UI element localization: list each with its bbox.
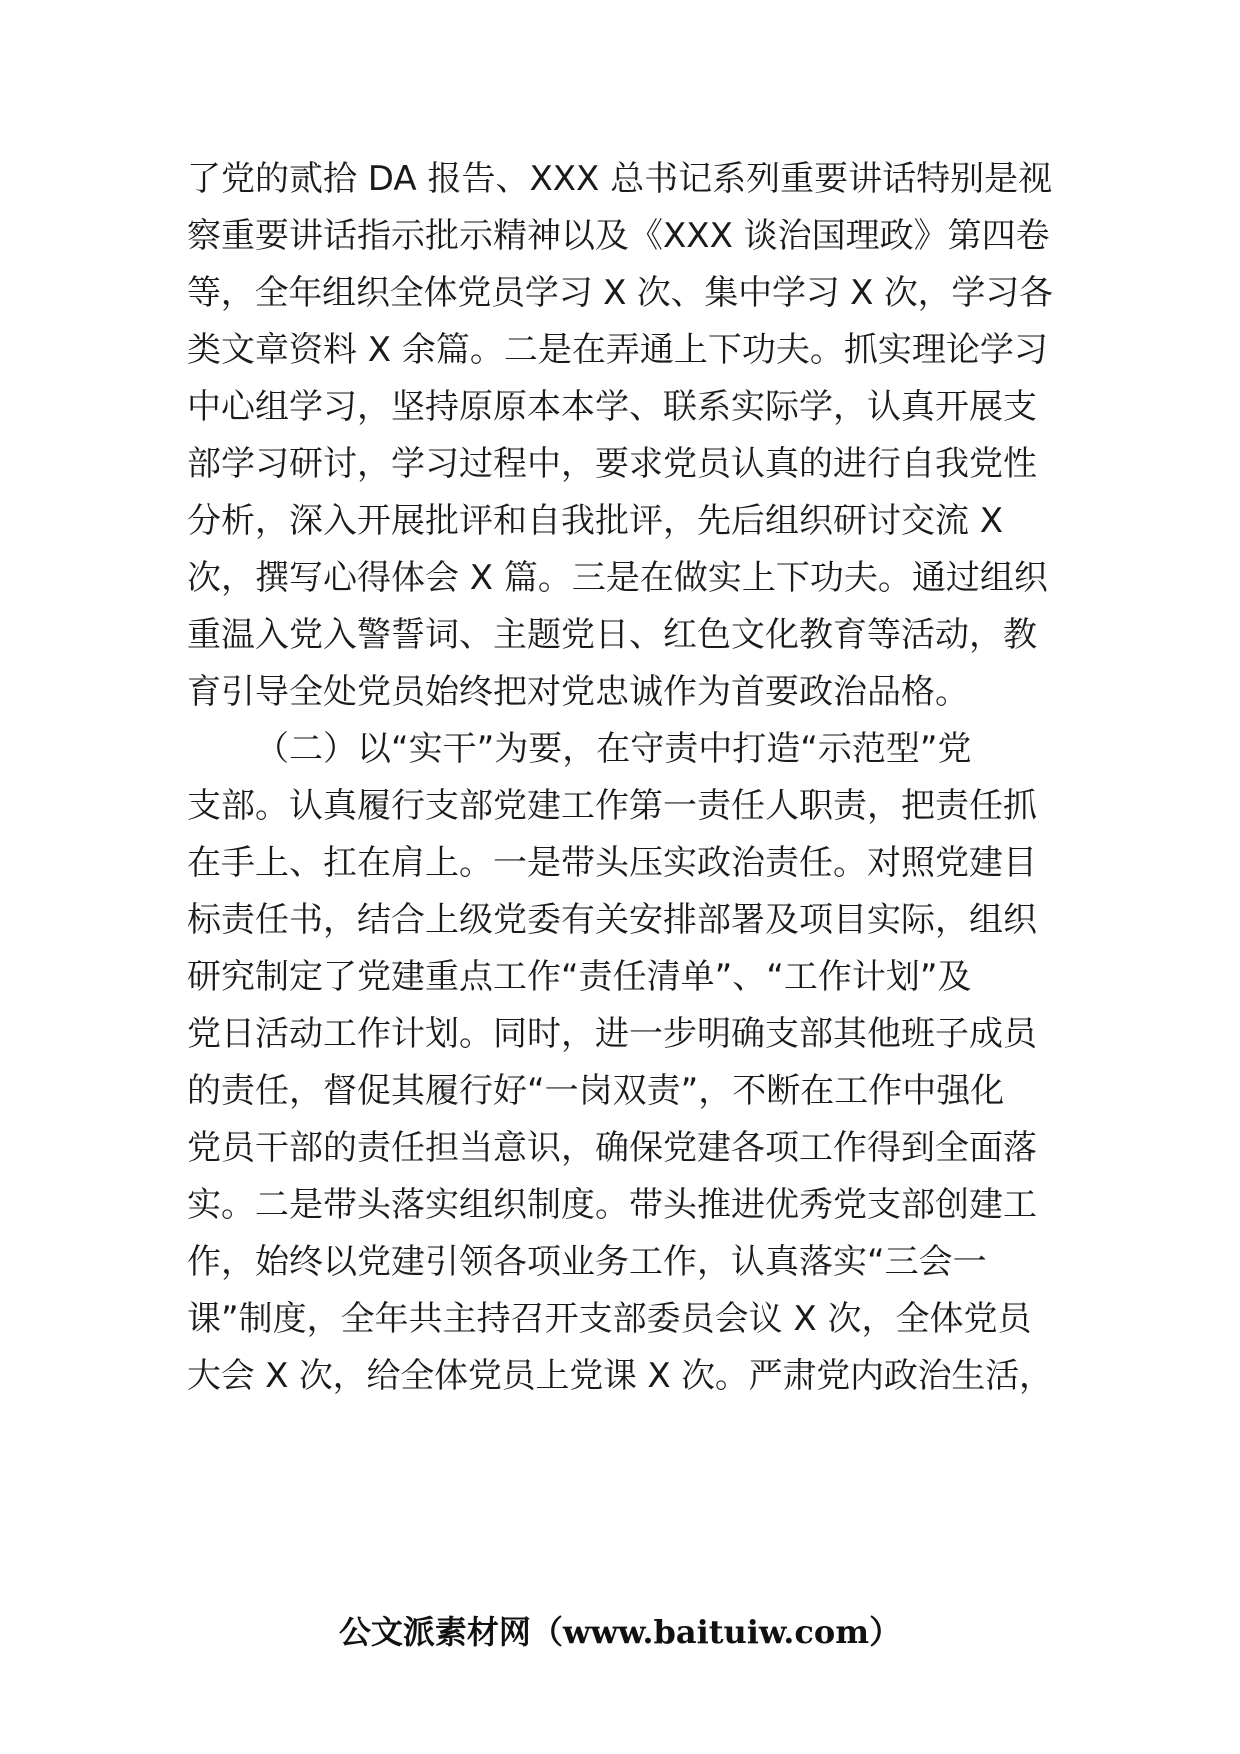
text-line: 部学习研讨，学习过程中，要求党员认真的进行自我党性 bbox=[187, 444, 1037, 484]
text-line: 中心组学习，坚持原原本本学、联系实际学，认真开展支 bbox=[187, 387, 1037, 427]
text-line: 重温入党入警誓词、主题党日、红色文化教育等活动，教 bbox=[187, 615, 1037, 655]
text-line: 次，撰写心得体会 X 篇。三是在做实上下功夫。通过组织 bbox=[187, 558, 1048, 598]
text-line: 等，全年组织全体党员学习 X 次、集中学习 X 次，学习各 bbox=[187, 273, 1053, 313]
text-line: 育引导全处党员始终把对党忠诚作为首要政治品格。 bbox=[187, 672, 969, 712]
text-line: 大会 X 次，给全体党员上党课 X 次。严肃党内政治生活， bbox=[187, 1356, 1053, 1396]
text-line: 党员干部的责任担当意识，确保党建各项工作得到全面落 bbox=[187, 1128, 1037, 1168]
text-line: 支部。认真履行支部党建工作第一责任人职责，把责任抓 bbox=[187, 786, 1037, 826]
page-footer: 公文派素材网（www.baituiw.com） bbox=[338, 1613, 902, 1651]
text-line: 作，始终以党建引领各项业务工作，认真落实“三会一 bbox=[187, 1242, 987, 1282]
text-line: 标责任书，结合上级党委有关安排部署及项目实际，组织 bbox=[187, 900, 1037, 940]
text-line: 在手上、扛在肩上。一是带头压实政治责任。对照党建目 bbox=[187, 843, 1037, 883]
text-line: 类文章资料 X 余篇。二是在弄通上下功夫。抓实理论学习 bbox=[187, 330, 1048, 370]
text-line: 实。二是带头落实组织制度。带头推进优秀党支部创建工 bbox=[187, 1185, 1037, 1225]
text-line: 的责任，督促其履行好“一岗双责”，不断在工作中强化 bbox=[187, 1071, 1005, 1111]
text-line: 察重要讲话指示批示精神以及《XXX 谈治国理政》第四卷 bbox=[187, 216, 1050, 256]
text-line: 分析，深入开展批评和自我批评，先后组织研讨交流 X bbox=[187, 501, 1004, 541]
text-line: 党日活动工作计划。同时，进一步明确支部其他班子成员 bbox=[187, 1014, 1037, 1054]
text-line: 了党的贰拾 DA 报告、XXX 总书记系列重要讲话特别是视 bbox=[187, 159, 1053, 199]
section-heading-line: （二）以“实干”为要，在守责中打造“示范型”党 bbox=[255, 729, 972, 769]
text-line: 研究制定了党建重点工作“责任清单”、“工作计划”及 bbox=[187, 957, 972, 997]
text-line: 课”制度，全年共主持召开支部委员会议 X 次，全体党员 bbox=[187, 1299, 1032, 1339]
